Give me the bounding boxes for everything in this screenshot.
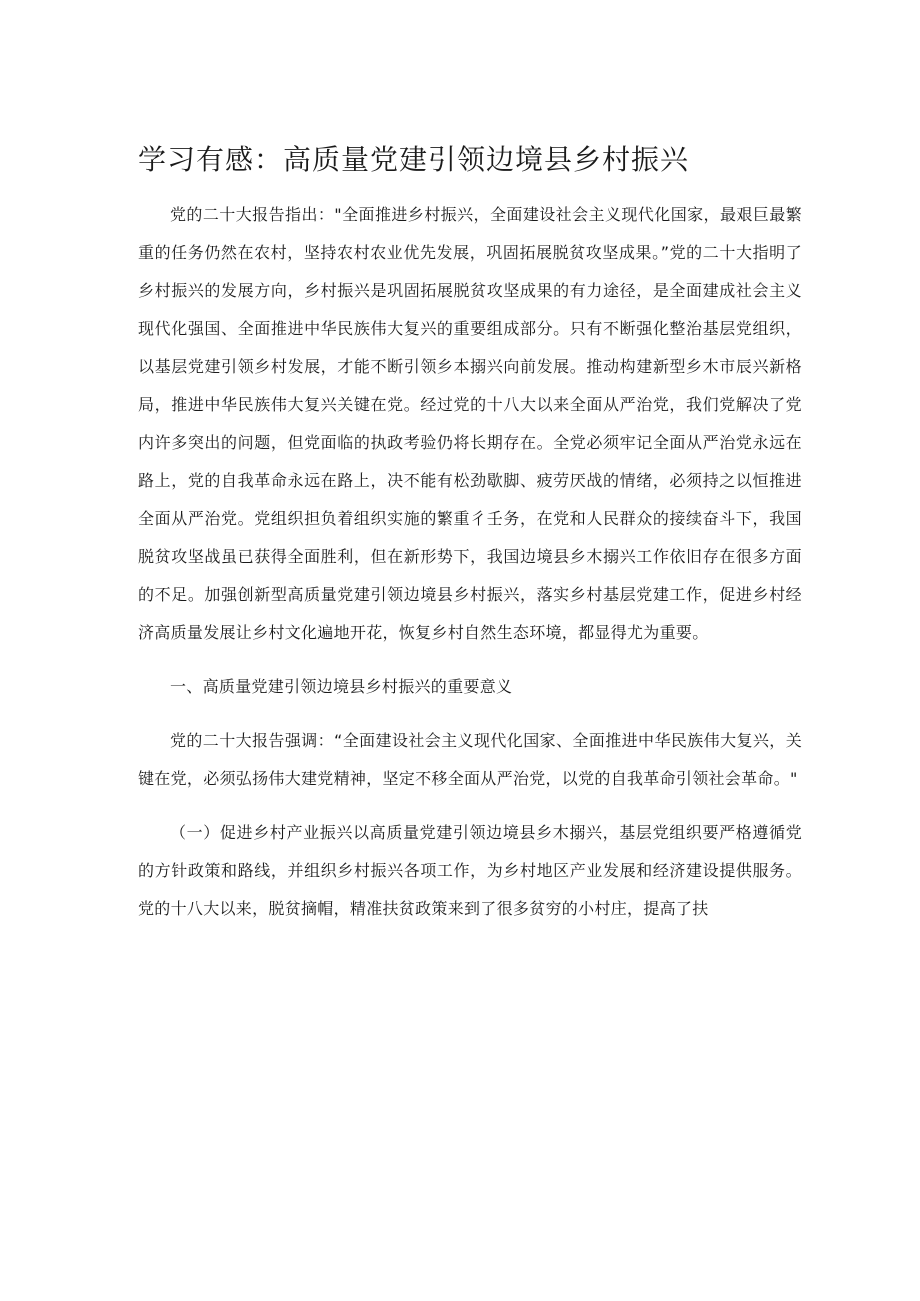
paragraph-industry-revitalization: （一）促进乡村产业振兴以高质量党建引领边境县乡木搦兴，基层党组织要严格遵循党的方针政策和路线，并组织乡村振兴各项工作，为乡村地区产业发展和经济建设提供服务。党的十八大以来，脱贫摘帽，精准扶贫政策来到了很多贫穷的小村庄，提高了扶 [138, 823, 802, 918]
paragraph-intro: 党的二十大报告指出："全面推进乡村振兴，全面建设社会主义现代化国家，最艰巨最繁重的任务仍然在农村，坚持农村农业优先发展，巩固拓展脱贫攻坚成果。”党的二十大指明了乡村振兴的发展方向，乡村振兴是巩固拓展脱贫攻坚成果的有力途径，是全面建成社会主义现代化强国、全面推进中华民族伟大复兴的重要组成部分。只有不断强化整治基层党组织，以基层党建引领乡村发展，才能不断引领乡本搦兴向前发展。推动构建新型乡木市辰兴新格局，推进中华民族伟大复兴关键在党。经过党的十八大以来全面从严治党，我们党解决了党内许多突出的问题，但党面临的执政考验仍将长期存在。全党必须牢记全面从严治党永远在路上，党的自我革命永远在路上，决不能有松劲歇脚、疲劳厌战的情绪，必须持之以恒推进全面从严治党。党组织担负着组织实施的繁重彳壬务，在党和人民群众的接续奋斗下，我国脱贫攻坚战虽已获得全面胜利，但在新形势下，我国边境县乡木搦兴工作依旧存在很多方面的不足。加强创新型高质量党建引领边境县乡村振兴，落实乡村基层党建工作，促进乡村经济高质量发展让乡村文化遍地开花，恢复乡村自然生态环境，都显得尤为重要。 [138, 205, 802, 642]
section-heading-1: 一、高质量党建引领边境县乡村振兴的重要意义 [170, 677, 513, 696]
paragraph-report-quote: 党的二十大报告强调：“全面建设社会主义现代化国家、全面推进中华民族伟大复兴，关键在党，必须弘扬伟大建党精神，坚定不移全面从严治党，以党的自我革命引领社会革命。" [138, 731, 802, 788]
document-title: 学习有感：高质量党建引领边境县乡村振兴 [138, 143, 690, 176]
document-body [138, 196, 802, 944]
